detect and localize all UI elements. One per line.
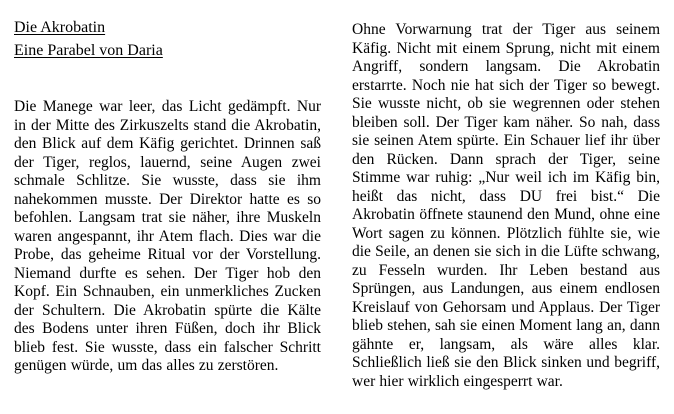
document-title: Die Akrobatin: [14, 19, 106, 36]
paragraph-right-column: Ohne Vorwarnung trat der Tiger aus seinem Käfig. Nicht mit einem Sprung, nicht mit einem Angriff, sondern langsam. Die Akrobatin erstarrte. Noch nie hat sich der Tiger so bewegt. Sie wusste nicht, ob sie wegrennen oder stehen bleiben soll. Der Tiger kam näher. So nah, dass sie seinen Atem spürte. Ein Schauer lief ihr über den Rücken. Dann sprach der Tiger, seine Stimme war ruhig: „Nur weil ich im Käfig bin, heißt das nicht, dass DU frei bist.“ Die Akrobatin öffnete staunend den Mund, ohne eine Wort sagen zu können. Plötzlich fühlte sie, wie die Seile, an denen sie sich in die Lüfte schwang, zu Fesseln wurden. Ihr Leben bestand aus Sprüngen, aus Landungen, aus einem endlosen Kreislauf von Gehorsam und Applaus. Der Tiger blieb stehen, sah sie einen Moment lang an, dann gähnte er, langsam, als wäre alles klar. Schließlich ließ sie den Blick sinken und begriff, wer hier wirklich eingesperrt war.: [352, 21, 660, 390]
right-column: [352, 21, 660, 391]
paragraph-left-column: Die Manege war leer, das Licht gedämpft. Nur in der Mitte des Zirkuszelts stand die Akrobatin, den Blick auf dem Käfig gerichtet. Drinnen saß der Tiger, reglos, lauernd, seine Augen zwei schmale Schlitze. Sie wusste, dass sie ihm nahekommen musste. Der Direktor hatte es so befohlen. Langsam trat sie näher, ihre Muskeln waren angespannt, ihr Atem flach. Dies war die Probe, das geheime Ritual vor der Vorstellung. Niemand durfte es sehen. Der Tiger hob den Kopf. Ein Schnauben, ein unmerkliches Zucken der Schultern. Die Akrobatin spürte die Kälte des Bodens unter ihren Füßen, doch ihr Blick blieb fest. Sie wusste, dass ein falscher Schritt genügen würde, um das alles zu zerstören.: [14, 98, 321, 374]
left-column: [14, 16, 321, 376]
document-subtitle: Eine Parabel von Daria: [14, 42, 163, 59]
document-title-block: [14, 16, 321, 62]
